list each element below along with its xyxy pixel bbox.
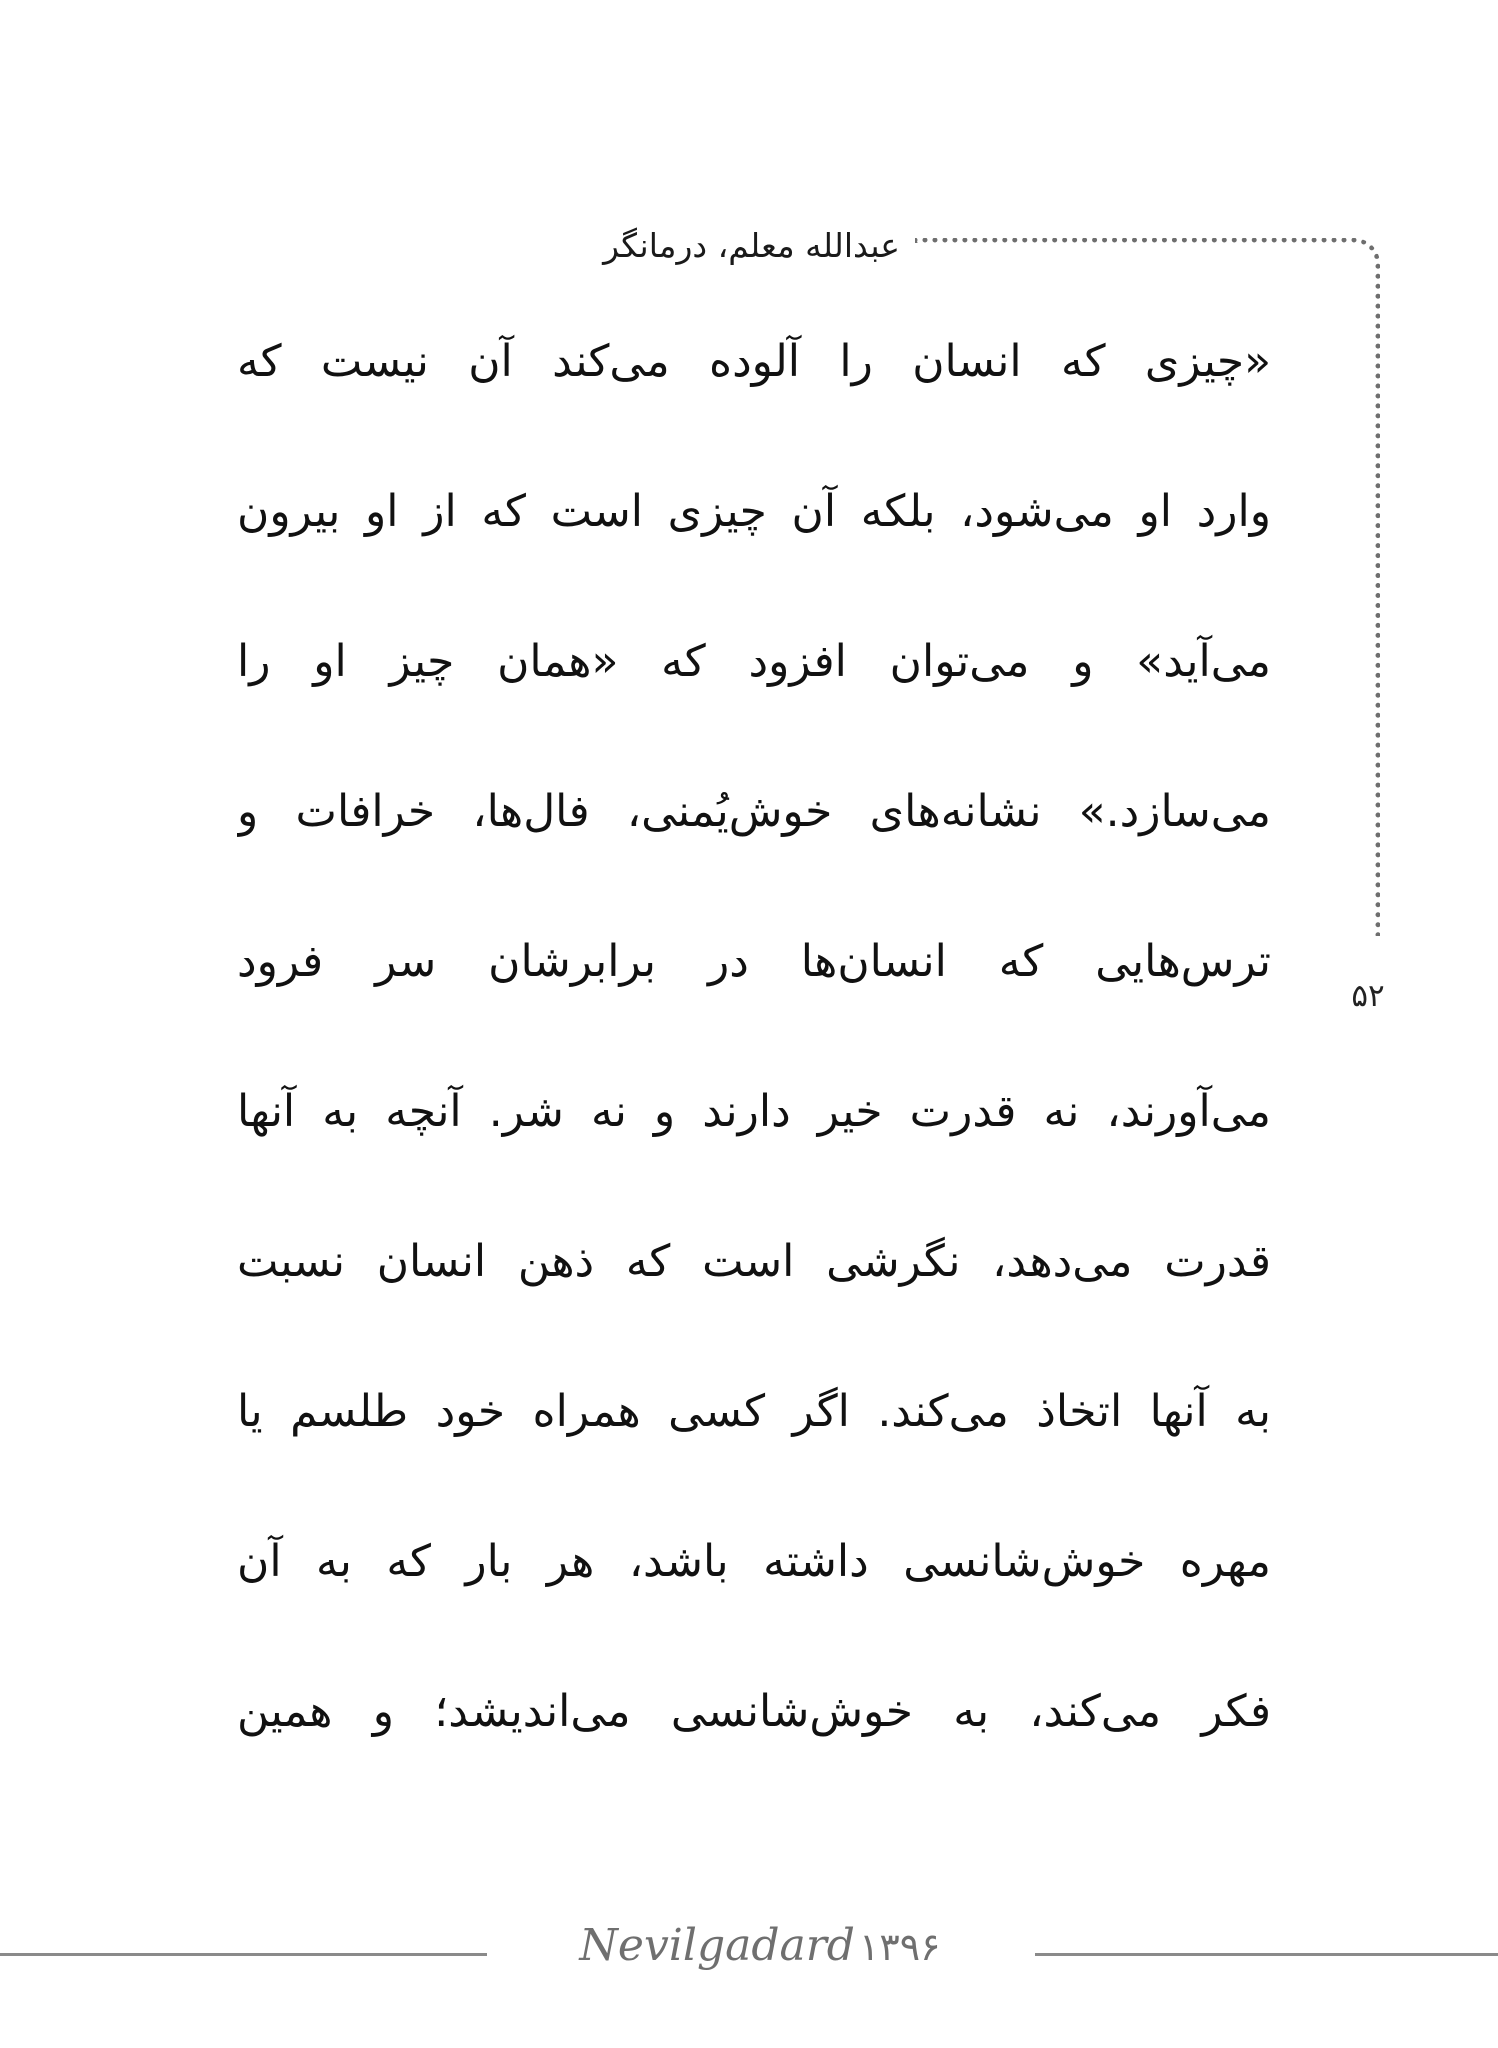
- text-line: به آنها اتخاذ می‌کند. اگر کسی همراه خود طلسم یا: [237, 1386, 1271, 1437]
- body-text: [237, 322, 1271, 1822]
- footer-rule-left: [0, 1953, 487, 1956]
- footer-rule-right: [1035, 1953, 1498, 1956]
- footer-brand: Nevilgadard: [579, 1920, 855, 1971]
- footer: [495, 1918, 1025, 1975]
- text-line: می‌سازد.» نشانه‌های خوش‌یُمنی، فال‌ها، خرافات و: [237, 786, 1271, 837]
- page-number: ۵۲: [1351, 978, 1385, 1014]
- text-line: ترس‌هایی که انسان‌ها در برابرشان سر فرود: [237, 936, 1271, 987]
- text-line: می‌آورند، نه قدرت خیر دارند و نه شر. آنچه به آنها: [237, 1086, 1271, 1137]
- text-line: «چیزی که انسان را آلوده می‌کند آن نیست که: [237, 336, 1271, 387]
- text-line: فکر می‌کند، به خوش‌شانسی می‌اندیشد؛ و همین: [237, 1686, 1271, 1737]
- footer-year: ۱۳۹۶: [858, 1925, 941, 1969]
- text-line: وارد او می‌شود، بلکه آن چیزی است که از او بیرون: [237, 486, 1271, 537]
- text-line: قدرت می‌دهد، نگرشی است که ذهن انسان نسبت: [237, 1236, 1271, 1287]
- text-line: می‌آید» و می‌توان افزود که «همان چیز او را: [237, 636, 1271, 687]
- text-line: مهره خوش‌شانسی داشته باشد، هر بار که به آن: [237, 1536, 1271, 1587]
- running-header: عبدالله معلم، درمانگر: [603, 226, 900, 265]
